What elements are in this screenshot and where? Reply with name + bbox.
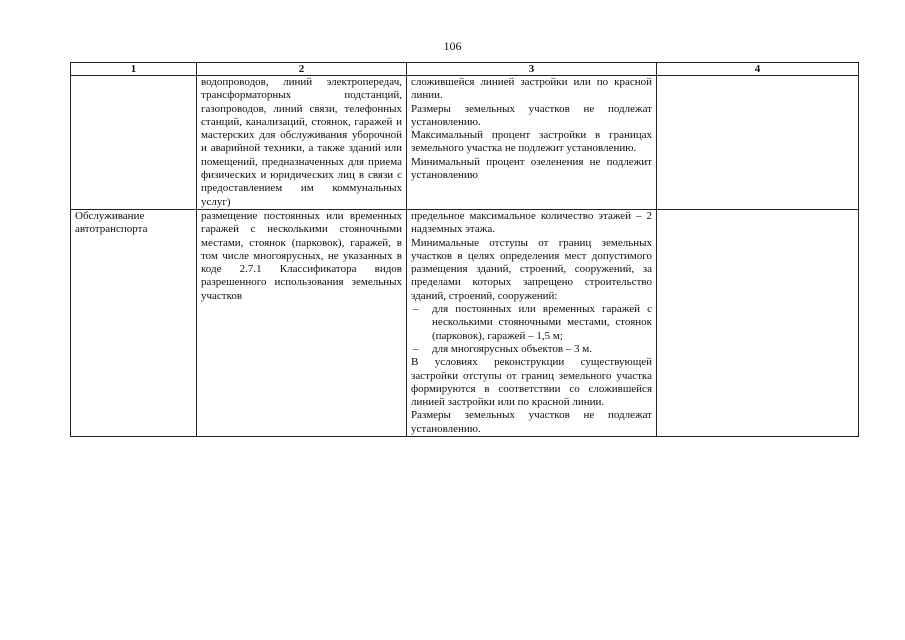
list-item: – для постоянных или временных гаражей с несколькими стояночными местами, стоянок (парковок), гаражей – 1,5 м; — [411, 303, 652, 343]
row1-param-text: Размеры земельных участков не подлежат установлению. — [411, 102, 652, 128]
row1-param-text: Максимальный процент застройки в границах земельного участка не подлежит установлению. — [411, 129, 652, 155]
header-col-1: 1 — [71, 63, 197, 76]
header-col-4: 4 — [657, 63, 859, 76]
row1-notes-cell — [657, 76, 859, 210]
row2-notes-cell — [657, 209, 859, 436]
table-header-row — [71, 63, 859, 76]
row2-param-text: предельное максимальное количество этажей – 2 надземных этажа. — [411, 209, 652, 236]
row1-param-text: сложившейся линией застройки или по красной линии. — [411, 76, 652, 102]
row2-param-text: Размеры земельных участков не подлежат установлению. — [411, 409, 652, 435]
row1-use-type-cell — [71, 76, 197, 210]
row1-param-text: Минимальный процент озеленения не подлежит установлению — [411, 155, 652, 182]
header-col-2: 2 — [197, 63, 407, 76]
page-number: 106 — [443, 39, 462, 53]
table-row — [71, 76, 859, 210]
zoning-regulations-table — [70, 62, 859, 437]
row2-parameters-cell — [407, 209, 657, 436]
list-item: – для многоярусных объектов – 3 м. — [411, 343, 652, 356]
row2-description-cell: размещение постоянных или временных гаражей с несколькими стояночными местами, стоянок (парковок), гаражей, в том числе многоярусных, не указанных в коде 2.7.1 Классификатора видов разрешенного использования земельных участков — [197, 209, 407, 436]
row1-description-cell: водопроводов, линий электропередач, трансформаторных подстанций, газопроводов, линий связи, телефонных станций, канализаций, стоянок, гаражей и мастерских для обслуживания уборочной и аварийной техники, а также зданий или помещений, предназначенных для приема физических и юридических лиц в связи с предоставлением им коммунальных услуг) — [197, 76, 407, 210]
row2-use-type-cell: Обслуживание автотранспорта — [71, 209, 197, 436]
row2-param-text: Минимальные отступы от границ земельных участков в целях определения мест допустимого размещения зданий, строений, сооружений, за пределами которых запрещено строительство зданий, строений, сооружений: — [411, 236, 652, 302]
row2-param-text: В условиях реконструкции существующей застройки отступы от границ земельного участка формируются в соответствии со сложившейся линией застройки или по красной линии. — [411, 356, 652, 409]
header-col-3: 3 — [407, 63, 657, 76]
row1-parameters-cell — [407, 76, 657, 210]
table-row — [71, 209, 859, 436]
setback-list — [411, 303, 652, 356]
